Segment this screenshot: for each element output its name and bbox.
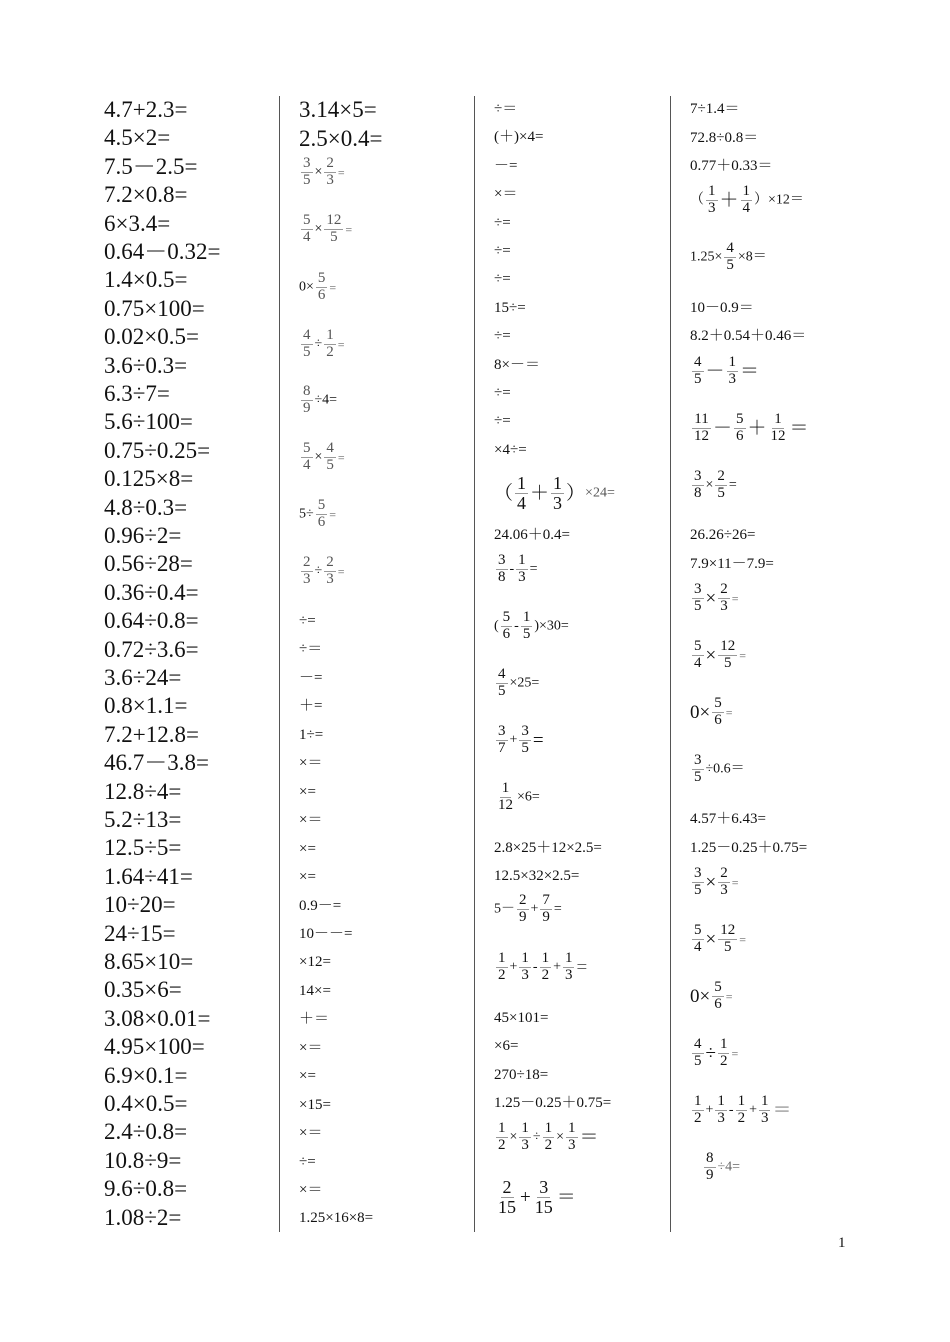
fraction: $\frac{11}{12}$ <box>694 411 709 444</box>
fraction: $\frac{2}{3}$ <box>720 581 728 614</box>
problem: 3.08×0.01= <box>104 1005 211 1031</box>
problem: $\frac{5}{4}$ × $\frac{12}{5}$ = <box>303 212 353 245</box>
problem: 0.64÷0.8= <box>104 608 199 634</box>
problem: 0.8×1.1= <box>104 693 188 719</box>
problem: ÷= <box>299 1153 316 1170</box>
problem: $\frac{4}{5}$ ÷ $\frac{1}{2}$ = <box>303 327 345 360</box>
problem: （ $\frac{1}{4}$ ＋ $\frac{1}{3}$ ）×24= <box>494 473 615 513</box>
problem: ×＝ <box>299 1039 323 1056</box>
fraction: $\frac{3}{5}$ <box>521 723 529 756</box>
fraction: $\frac{5}{6}$ <box>714 979 722 1012</box>
fraction: $\frac{3}{5}$ <box>694 865 702 898</box>
problem: 5－ $\frac{2}{9}$ + $\frac{7}{9}$ = <box>494 892 562 925</box>
fraction: $\frac{2}{9}$ <box>519 892 527 925</box>
problem: ×＝ <box>494 186 518 203</box>
problem: ÷= <box>494 214 511 231</box>
problem: 12.8÷4= <box>104 778 182 804</box>
problem: $\frac{3}{5}$ × $\frac{2}{3}$ = <box>303 155 345 188</box>
fraction: $\frac{3}{8}$ <box>498 552 506 585</box>
problem: 1÷= <box>299 726 324 743</box>
problem: $\frac{3}{5}$ × $\frac{2}{3}$ = <box>694 581 739 614</box>
fraction: $\frac{1}{2}$ <box>498 950 506 983</box>
problem: （ $\frac{1}{3}$ ＋ $\frac{1}{4}$ ）×12＝ <box>690 183 804 216</box>
fraction: $\frac{5}{6}$ <box>714 695 722 728</box>
problem: ÷＝ <box>494 101 518 117</box>
fraction: $\frac{1}{2}$ <box>737 1093 746 1126</box>
problem: ÷= <box>494 271 511 288</box>
problem: 2.5×0.4= <box>299 126 383 151</box>
fraction: $\frac{1}{3}$ <box>553 473 563 513</box>
fraction: $\frac{5}{4}$ <box>694 922 702 955</box>
fraction: $\frac{5}{4}$ <box>303 440 311 473</box>
problem: 4.8÷0.3= <box>104 494 188 520</box>
fraction: $\frac{1}{2}$ <box>498 1120 506 1153</box>
fraction: $\frac{1}{3}$ <box>521 950 529 983</box>
fraction: $\frac{1}{3}$ <box>760 1093 769 1126</box>
problem: $\frac{1}{2}$ + $\frac{1}{3}$ - $\frac{1}{2}$ + $\frac{1}{3}$ ＝ <box>694 1093 792 1126</box>
fraction: $\frac{2}{3}$ <box>720 865 728 898</box>
fraction: $\frac{3}{5}$ <box>303 155 311 188</box>
problem: $\frac{8}{9}$ ÷4= <box>303 383 338 416</box>
problem: 12.5÷5= <box>104 835 182 861</box>
problem: 0.02×0.5= <box>104 324 199 350</box>
column-4 <box>690 96 864 1232</box>
fraction: $\frac{8}{9}$ <box>303 383 311 416</box>
problem: ÷= <box>494 413 511 430</box>
problem: 1.4×0.5= <box>104 267 188 293</box>
problem: $\frac{11}{12}$ － $\frac{5}{6}$ ＋ $\frac{1}{12}$ ＝ <box>694 411 809 444</box>
problem: ×＝ <box>299 1125 323 1142</box>
fraction: $\frac{1}{2}$ <box>719 1036 728 1069</box>
problem: ×= <box>299 840 316 857</box>
problem: $\frac{2}{15}$ + $\frac{3}{15}$ ＝ <box>498 1177 576 1217</box>
column-3 <box>494 96 668 1232</box>
problem: 24.06＋0.4= <box>494 527 570 543</box>
fraction: $\frac{1}{3}$ <box>564 950 573 983</box>
problem: $\frac{3}{5}$ × $\frac{2}{3}$ = <box>694 865 739 898</box>
fraction: $\frac{1}{3}$ <box>708 183 716 216</box>
problem: $\frac{4}{5}$ － $\frac{1}{3}$ ＝ <box>694 354 760 387</box>
fraction: $\frac{5}{6}$ <box>317 270 326 303</box>
problem: 0.72÷3.6= <box>104 636 199 662</box>
problem: 8.65×10= <box>104 949 194 974</box>
page-number: 1 <box>838 1235 846 1251</box>
problem: 8×－＝ <box>494 356 540 373</box>
problem: ÷= <box>299 613 316 629</box>
problem: 0.125×8= <box>104 466 194 492</box>
fraction: $\frac{2}{5}$ <box>717 468 725 501</box>
problem: $\frac{3}{8}$ - $\frac{1}{3}$ = <box>498 552 538 585</box>
problem: 7.5－2.5= <box>104 153 198 179</box>
problem: $\frac{8}{9}$ ÷4= <box>706 1150 741 1183</box>
problem: ×4÷= <box>494 441 527 458</box>
problem: 24÷15= <box>104 920 176 946</box>
problem: 0.75×100= <box>104 295 205 321</box>
fraction: $\frac{3}{8}$ <box>694 468 702 501</box>
fraction: $\frac{5}{6}$ <box>502 609 511 642</box>
problem: ×＝ <box>299 755 323 772</box>
fraction: $\frac{5}{6}$ <box>317 497 326 530</box>
problem: $\frac{4}{5}$ ×25= <box>498 666 540 699</box>
fraction: $\frac{1}{3}$ <box>728 354 737 387</box>
problem: 0.64－0.32= <box>104 239 221 264</box>
problem: ÷＝ <box>299 641 323 658</box>
problem: 1.08÷2= <box>104 1204 182 1230</box>
problem: －= <box>299 669 323 686</box>
fraction: $\frac{8}{9}$ <box>706 1150 714 1183</box>
problem: 10÷20= <box>104 892 176 918</box>
problem: $\frac{5}{4}$ × $\frac{12}{5}$ = <box>694 922 746 955</box>
problem: 14×= <box>299 982 331 999</box>
problem: 7÷1.4＝ <box>690 101 740 117</box>
fraction: $\frac{1}{2}$ <box>326 327 334 360</box>
fraction: $\frac{2}{3}$ <box>303 554 311 587</box>
fraction: $\frac{1}{2}$ <box>544 1120 553 1153</box>
fraction: $\frac{1}{12}$ <box>498 780 513 813</box>
column-1 <box>104 96 278 1232</box>
problem: $\frac{2}{3}$ ÷ $\frac{2}{3}$ = <box>303 554 345 587</box>
fraction: $\frac{1}{3}$ <box>518 552 526 585</box>
problem: 0× $\frac{5}{6}$ = <box>690 695 733 728</box>
fraction: $\frac{3}{5}$ <box>694 752 702 785</box>
problem: 6×3.4= <box>104 210 171 236</box>
problem: 0.36÷0.4= <box>104 579 199 605</box>
problem: ÷= <box>494 385 511 401</box>
problem: $\frac{1}{2}$ × $\frac{1}{3}$ ÷ $\frac{1}{2}$ × $\frac{1}{3}$ ＝ <box>498 1120 599 1153</box>
problem: 0.96÷2= <box>104 523 182 548</box>
fraction: $\frac{1}{3}$ <box>568 1120 576 1153</box>
problem: 10.8÷9= <box>104 1147 182 1173</box>
problem: 0× $\frac{5}{6}$ = <box>690 979 733 1012</box>
problem: 6.3÷7= <box>104 381 170 406</box>
fraction: $\frac{12}{5}$ <box>720 638 736 671</box>
problem: ( $\frac{5}{6}$ - $\frac{1}{5}$ )×30= <box>494 609 569 642</box>
problem: ×6= <box>494 1038 519 1054</box>
problem: ×15= <box>299 1096 331 1113</box>
fraction: $\frac{2}{3}$ <box>326 155 334 188</box>
problem: 46.7－3.8= <box>104 750 209 776</box>
problem: 3.6÷0.3= <box>104 352 188 378</box>
problem: ×= <box>299 783 316 800</box>
problem: 15÷= <box>494 299 526 316</box>
problem: 3.6÷24= <box>104 665 182 690</box>
problem: －= <box>494 157 518 174</box>
problem: 0.75÷0.25= <box>104 437 211 463</box>
fraction: $\frac{4}{5}$ <box>498 666 506 699</box>
fraction: $\frac{1}{12}$ <box>770 411 786 444</box>
problem: 5.6÷100= <box>104 409 193 435</box>
problem: $\frac{3}{5}$ ÷0.6＝ <box>694 752 745 785</box>
problem: ÷= <box>494 243 511 259</box>
problem: 72.8÷0.8＝ <box>690 130 759 146</box>
fraction: $\frac{4}{5}$ <box>694 354 702 387</box>
fraction: $\frac{4}{5}$ <box>326 440 334 473</box>
problem: $\frac{3}{8}$ × $\frac{2}{5}$ = <box>694 468 737 501</box>
problem: 0.56÷28= <box>104 551 193 577</box>
problem: 6.9×0.1= <box>104 1062 188 1088</box>
problem: ×12= <box>299 954 331 971</box>
problem: 9.6÷0.8= <box>104 1176 188 1202</box>
fraction: $\frac{1}{2}$ <box>541 950 550 983</box>
fraction: $\frac{1}{3}$ <box>717 1093 725 1126</box>
column-2 <box>299 96 473 1232</box>
problem: (＋)×4= <box>494 129 544 146</box>
problem: 4.57＋6.43= <box>690 811 766 827</box>
problem: ＋= <box>299 698 323 715</box>
fraction: $\frac{3}{7}$ <box>498 723 506 756</box>
problem: 2.4÷0.8= <box>104 1119 188 1145</box>
fraction: $\frac{4}{5}$ <box>303 327 311 360</box>
problem: 2.8×25＋12×2.5= <box>494 840 602 856</box>
problem: 8.2＋0.54＋0.46＝ <box>690 328 807 344</box>
problem: 0× $\frac{5}{6}$ = <box>299 270 337 303</box>
problem: 7.2+12.8= <box>104 721 199 747</box>
problem: ×= <box>299 869 316 886</box>
column-divider-2 <box>474 96 475 1232</box>
fraction: $\frac{1}{4}$ <box>742 183 751 216</box>
problem: 0.35×6= <box>104 977 182 1003</box>
fraction: $\frac{7}{9}$ <box>542 892 550 925</box>
problem: $\frac{1}{12}$ ×6= <box>498 780 540 813</box>
fraction: $\frac{2}{3}$ <box>326 554 334 587</box>
problem: 0.4×0.5= <box>104 1091 188 1116</box>
fraction: $\frac{3}{15}$ <box>534 1177 553 1217</box>
column-divider-3 <box>670 96 671 1232</box>
problem: 4.5×2= <box>104 125 171 151</box>
problem: 1.64÷41= <box>104 863 193 889</box>
problem: 1.25－0.25＋0.75= <box>494 1095 612 1111</box>
fraction: $\frac{1}{2}$ <box>694 1093 702 1126</box>
problem: 270÷18= <box>494 1067 549 1083</box>
problem: 0.77＋0.33＝ <box>690 158 773 174</box>
problem: 0.9－= <box>299 897 342 914</box>
fraction: $\frac{5}{4}$ <box>303 212 311 245</box>
column-divider-1 <box>279 96 280 1232</box>
problem: 10－－= <box>299 925 353 942</box>
fraction: $\frac{2}{15}$ <box>498 1177 516 1217</box>
problem: $\frac{5}{4}$ × $\frac{12}{5}$ = <box>694 638 746 671</box>
problem: $\frac{4}{5}$ ÷ $\frac{1}{2}$ = <box>694 1036 739 1069</box>
problem: 5.2÷13= <box>104 807 182 832</box>
fraction: $\frac{1}{5}$ <box>522 609 531 642</box>
problem: 4.7+2.3= <box>104 97 188 122</box>
fraction: $\frac{4}{5}$ <box>694 1036 702 1069</box>
problem: 5÷ $\frac{5}{6}$ = <box>299 497 336 530</box>
problem: ×= <box>299 1068 316 1085</box>
problem: 45×101= <box>494 1010 549 1026</box>
problem: 10－0.9＝ <box>690 300 754 316</box>
fraction: $\frac{1}{4}$ <box>517 473 527 513</box>
fraction: $\frac{12}{5}$ <box>720 922 736 955</box>
problem: $\frac{1}{2}$ + $\frac{1}{3}$ - $\frac{1}{2}$ + $\frac{1}{3}$ = <box>498 950 588 983</box>
fraction: $\frac{12}{5}$ <box>326 212 342 245</box>
problem: 26.26÷26= <box>690 527 756 543</box>
fraction: $\frac{3}{5}$ <box>694 581 702 614</box>
fraction: $\frac{1}{3}$ <box>521 1120 529 1153</box>
problem: 1.25× $\frac{4}{5}$ ×8＝ <box>690 240 767 273</box>
problem: $\frac{3}{7}$ + $\frac{3}{5}$ = <box>498 723 544 756</box>
fraction: $\frac{4}{5}$ <box>726 240 734 273</box>
fraction: $\frac{5}{4}$ <box>694 638 702 671</box>
problem: 7.9×11－7.9= <box>690 556 774 572</box>
problem: ×＝ <box>299 812 323 829</box>
fraction: $\frac{5}{6}$ <box>736 411 744 444</box>
problem: ÷= <box>494 328 511 345</box>
problem: 1.25×16×8= <box>299 1210 374 1227</box>
problem: 3.14×5= <box>299 97 377 122</box>
problem: 12.5×32×2.5= <box>494 868 580 884</box>
problem: 4.95×100= <box>104 1034 205 1060</box>
problem: 1.25－0.25＋0.75= <box>690 840 808 856</box>
problem: $\frac{5}{4}$ × $\frac{4}{5}$ = <box>303 440 345 473</box>
problem: 7.2×0.8= <box>104 182 188 208</box>
problem: ＋＝ <box>299 1011 330 1028</box>
problem: ×＝ <box>299 1182 323 1198</box>
